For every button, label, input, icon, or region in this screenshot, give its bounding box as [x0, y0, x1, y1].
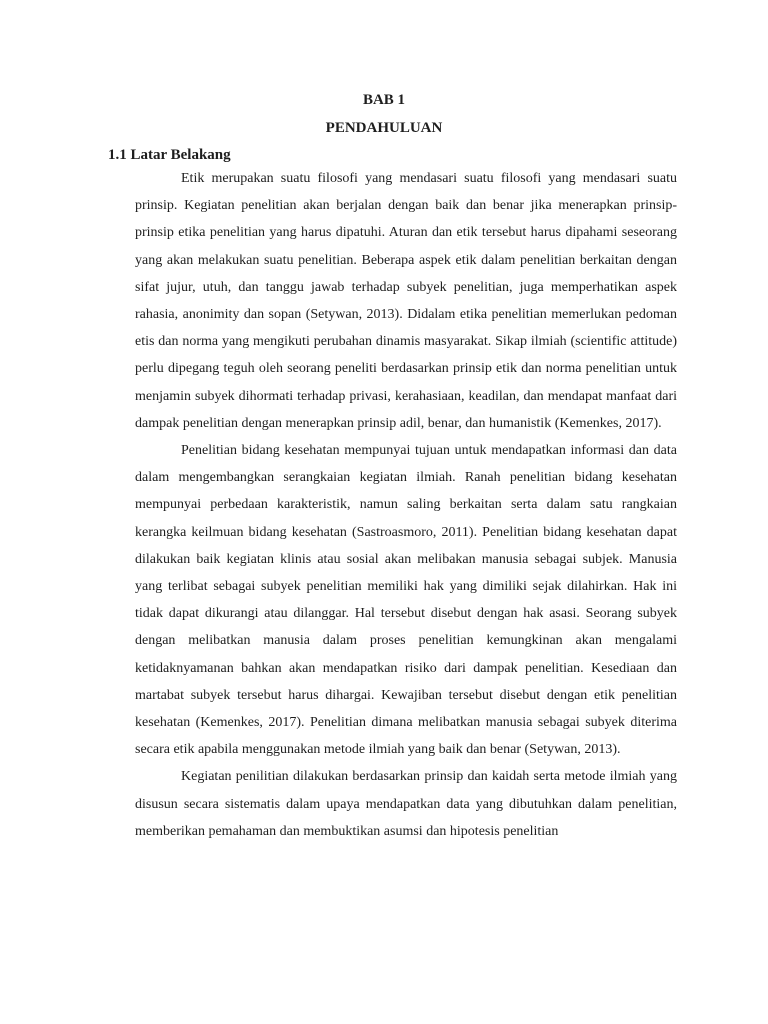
section-title: 1.1 Latar Belakang	[108, 147, 231, 163]
paragraph-1: Etik merupakan suatu filosofi yang mendasari suatu filosofi yang mendasari suatu prinsip. Kegiatan penelitian akan berjalan dengan baik dan benar jika menerapkan prinsip-prinsip etika penelitian yang harus dipatuhi. Aturan dan etik tersebut harus dipahami seseorang yang akan melakukan suatu penelitian. Beberapa aspek etik dalam penelitian berkaitan dengan sifat jujur, utuh, dan tanggu jawab terhadap subyek penelitian, juga memperhatikan aspek rahasia, anonimity dan sopan (Setywan, 2013). Didalam etika penelitian memerlukan pedoman etis dan norma yang mengikuti perubahan dinamis masyarakat. Sikap ilmiah (scientific attitude) perlu dipegang teguh oleh seorang peneliti berdasarkan prinsip etik dan norma penelitian untuk menjamin subyek dihormati terhadap privasi, kerahasiaan, keadilan, dan mendapat manfaat dari dampak penelitian dengan menerapkan prinsip adil, benar, dan humanistik (Kemenkes, 2017).	[135, 171, 677, 431]
paragraph-2: Penelitian bidang kesehatan mempunyai tujuan untuk mendapatkan informasi dan data dalam mengembangkan serangkaian kegiatan ilmiah. Ranah penelitian bidang kesehatan mempunyai perbedaan karakteristik, namun saling berkaitan serta dalam satu rangkaian kerangka keilmuan bidang kesehatan (Sastroasmoro, 2011). Penelitian bidang kesehatan dapat dilakukan baik kegiatan klinis atau sosial akan melibakan manusia sebagai subjek. Manusia yang terlibat sebagai subyek penelitian memiliki hak yang dimiliki sejak dilahirkan. Hak ini tidak dapat dikurangi atau dilanggar. Hal tersebut disebut dengan hak asasi. Seorang subyek dengan melibatkan manusia dalam proses penelitian kemungkinan akan mengalami ketidaknyamanan bahkan akan mendapatkan risiko dari dampak penelitian. Kesediaan dan martabat subyek tersebut harus dihargai. Kewajiban tersebut disebut dengan etik penelitian kesehatan (Kemenkes, 2017). Penelitian dimana melibatkan manusia sebagai subyek diterima secara etik apabila menggunakan metode ilmiah yang baik dan benar (Setywan, 2013).	[135, 443, 677, 758]
chapter-title: PENDAHULUAN	[325, 120, 443, 136]
chapter-number: BAB 1	[362, 92, 406, 108]
body-text	[135, 165, 677, 845]
paragraph-3: Kegiatan penilitian dilakukan berdasarkan prinsip dan kaidah serta metode ilmiah yang disusun secara sistematis dalam upaya mendapatkan data yang dibutuhkan dalam penelitian, memberikan pemahaman dan membuktikan asumsi dan hipotesis penelitian	[135, 769, 677, 839]
